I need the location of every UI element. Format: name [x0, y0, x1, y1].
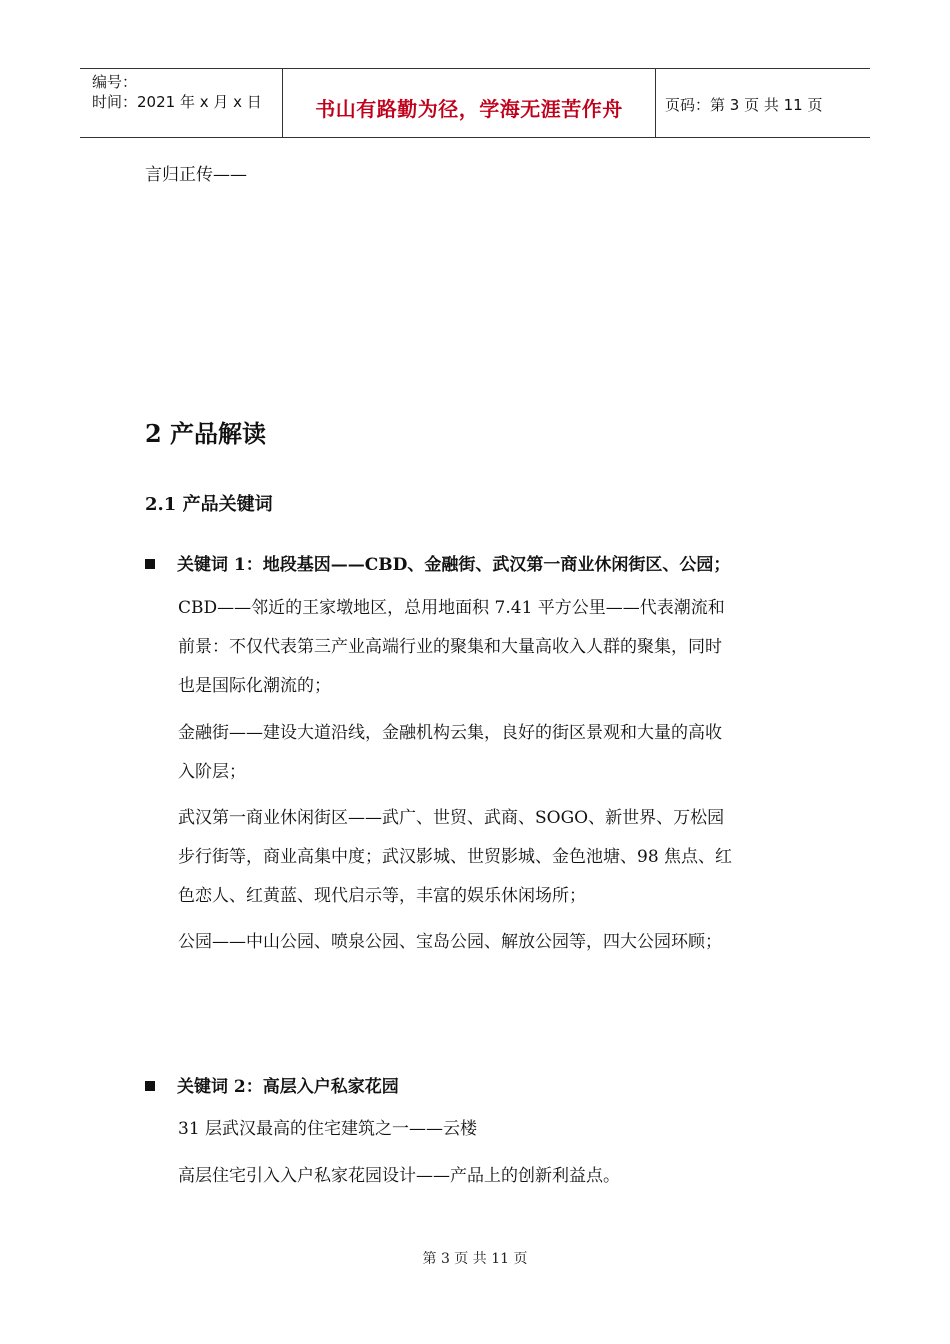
keyword1-line: 金融街——建设大道沿线，金融机构云集，良好的街区景观和大量的高收 [178, 723, 722, 743]
header-time-label: 时间：2021 年 x 月 x 日 [92, 93, 262, 111]
keyword1-heading: 关键词 1：地段基因——CBD、金融街、武汉第一商业休闲街区、公园； [177, 555, 731, 575]
header-code-label: 编号： [92, 73, 138, 91]
keyword1-line: 步行街等，商业高集中度；武汉影城、世贸影城、金色池塘、98 焦点、红 [178, 847, 733, 867]
section-subtitle: 2.1 产品关键词 [145, 494, 273, 515]
header-right-cell [655, 69, 870, 137]
header-motto: 书山有路勤为径，学海无涯苦作舟 [315, 97, 623, 121]
keyword1-heading-row [145, 550, 730, 575]
square-bullet-icon [145, 1081, 155, 1091]
keyword1-line: 入阶层； [178, 762, 246, 782]
page-footer: 第 3 页 共 11 页 [422, 1251, 528, 1267]
header-middle-cell [282, 69, 656, 137]
keyword2-line: 31 层武汉最高的住宅建筑之一——云楼 [178, 1119, 478, 1139]
keyword1-line: 色恋人、红黄蓝、现代启示等，丰富的娱乐休闲场所； [178, 886, 586, 906]
header-table [80, 68, 870, 138]
keyword2-heading-row [145, 1072, 399, 1097]
header-left-cell [80, 69, 282, 137]
section-title: 2 产品解读 [145, 419, 267, 448]
header-page-code: 页码：第 3 页 共 11 页 [665, 96, 823, 114]
keyword1-line: 也是国际化潮流的； [178, 676, 331, 696]
keyword2-heading: 关键词 2：高层入户私家花园 [177, 1077, 399, 1097]
keyword2-line: 高层住宅引入入户私家花园设计——产品上的创新利益点。 [178, 1166, 620, 1186]
keyword1-line: 武汉第一商业休闲街区——武广、世贸、武商、SOGO、新世界、万松园 [178, 808, 725, 828]
square-bullet-icon [145, 559, 155, 569]
keyword1-line: 公园——中山公园、喷泉公园、宝岛公园、解放公园等，四大公园环顾； [178, 932, 722, 952]
keyword1-line: CBD——邻近的王家墩地区，总用地面积 7.41 平方公里——代表潮流和 [178, 598, 725, 618]
keyword1-line: 前景：不仅代表第三产业高端行业的聚集和大量高收入人群的聚集，同时 [178, 637, 722, 657]
intro-text: 言归正传—— [145, 165, 247, 185]
